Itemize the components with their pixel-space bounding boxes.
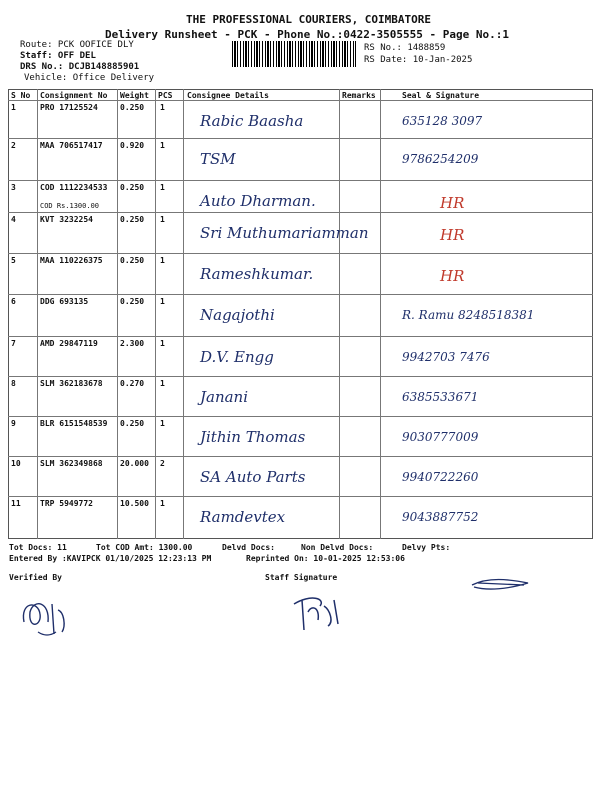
row-pcs: 1 (160, 256, 165, 265)
col-sno: S No (11, 91, 31, 100)
row-consignee: Rameshkumar. (200, 265, 314, 283)
row-seal: 9043887752 (402, 510, 479, 524)
row-sno: 5 (11, 256, 16, 265)
row-pcs: 2 (160, 459, 165, 468)
row-divider (8, 294, 593, 295)
row-sno: 9 (11, 419, 16, 428)
col-consignment: Consignment No (40, 91, 108, 100)
signature-icon (18, 592, 78, 640)
row-weight: 0.250 (120, 256, 145, 265)
signature-icon (290, 590, 350, 634)
tot-cod: Tot COD Amt: 1300.00 (96, 543, 193, 552)
row-seal: 9786254209 (402, 152, 479, 166)
row-divider (8, 376, 593, 377)
row-consignment: AMD 29847119 (40, 339, 98, 348)
row-pcs: 1 (160, 499, 165, 508)
row-seal: 9030777009 (402, 430, 479, 444)
row-sno: 8 (11, 379, 16, 388)
col-remarks: Remarks (342, 91, 376, 100)
row-divider (8, 253, 593, 254)
row-divider (8, 416, 593, 417)
row-consignee: Sri Muthumariamman (200, 224, 369, 242)
tot-docs: Tot Docs: 11 (9, 543, 67, 552)
row-sno: 7 (11, 339, 16, 348)
rs-number: RS No.: 1488859 (364, 43, 446, 53)
staff: Staff: OFF DEL (20, 51, 96, 61)
col-pcs: PCS (158, 91, 173, 100)
signature-icon (468, 575, 538, 595)
row-divider (8, 212, 593, 213)
row-sno: 3 (11, 183, 16, 192)
row-consignee: Jithin Thomas (200, 428, 306, 446)
row-divider (8, 138, 593, 139)
row-divider (8, 496, 593, 497)
row-weight: 0.250 (120, 183, 145, 192)
col-weight: Weight (120, 91, 149, 100)
row-seal: 635128 3097 (402, 114, 483, 128)
row-pcs: 1 (160, 183, 165, 192)
row-weight: 0.270 (120, 379, 145, 388)
verified-by: Verified By (9, 573, 62, 582)
row-consignee: Nagajothi (200, 306, 275, 324)
row-divider (8, 456, 593, 457)
staff-signature-label: Staff Signature (265, 573, 338, 582)
row-consignment: BLR 6151548539 (40, 419, 108, 428)
row-consignment: COD 1112234533 (40, 183, 108, 192)
row-cod: COD Rs.1300.00 (40, 202, 100, 210)
row-sno: 2 (11, 141, 16, 150)
company-name: THE PROFESSIONAL COURIERS, COIMBATORE (186, 13, 432, 26)
row-seal: HR (440, 226, 465, 244)
row-consignee: D.V. Engg (200, 348, 274, 366)
row-consignment: DDG 693135 (40, 297, 89, 306)
row-pcs: 1 (160, 141, 165, 150)
delvy-pts: Delvy Pts: (402, 543, 451, 552)
row-consignment: MAA 706517417 (40, 141, 103, 150)
row-seal: R. Ramu 8248518381 (402, 308, 535, 322)
row-seal: HR (440, 267, 465, 285)
row-consignee: Ramdevtex (200, 508, 286, 526)
row-pcs: 1 (160, 419, 165, 428)
row-sno: 6 (11, 297, 16, 306)
row-pcs: 1 (160, 339, 165, 348)
row-consignment: SLM 362349868 (40, 459, 103, 468)
non-delvd-docs: Non Delvd Docs: (301, 543, 374, 552)
row-weight: 10.500 (120, 499, 149, 508)
row-seal: HR (440, 194, 465, 212)
row-sno: 4 (11, 215, 16, 224)
runsheet-title: Delivery Runsheet - PCK - Phone No.:0422-3505555 - Page No.:1 (105, 28, 509, 41)
row-weight: 20.000 (120, 459, 149, 468)
row-sno: 1 (11, 103, 16, 112)
row-consignee: Janani (200, 388, 249, 406)
row-pcs: 1 (160, 215, 165, 224)
row-sno: 10 (11, 459, 21, 468)
row-weight: 2.300 (120, 339, 145, 348)
rs-date: RS Date: 10-Jan-2025 (364, 55, 473, 65)
col-consignee: Consignee Details (187, 91, 269, 100)
row-divider (8, 336, 593, 337)
col-seal: Seal & Signature (402, 91, 480, 100)
vehicle: Vehicle: Office Delivery (24, 73, 155, 83)
row-pcs: 1 (160, 379, 165, 388)
drs-number: DRS No.: DCJB148885901 (20, 62, 140, 72)
reprinted-on: Reprinted On: 10-01-2025 12:53:06 (246, 554, 405, 563)
row-divider (8, 180, 593, 181)
row-weight: 0.250 (120, 419, 145, 428)
barcode-icon (232, 41, 356, 67)
row-consignee: Auto Dharman. (200, 192, 316, 210)
row-pcs: 1 (160, 103, 165, 112)
row-consignment: KVT 3232254 (40, 215, 93, 224)
row-consignment: SLM 362183678 (40, 379, 103, 388)
row-consignee: Rabic Baasha (200, 112, 304, 130)
delvd-docs: Delvd Docs: (222, 543, 275, 552)
row-consignee: TSM (200, 150, 236, 168)
row-seal: 9940722260 (402, 470, 479, 484)
row-seal: 6385533671 (402, 390, 479, 404)
row-consignment: TRP 5949772 (40, 499, 93, 508)
route: Route: PCK OOFICE DLY (20, 40, 134, 50)
row-weight: 0.250 (120, 297, 145, 306)
row-weight: 0.920 (120, 141, 145, 150)
row-seal: 9942703 7476 (402, 350, 490, 364)
entered-by: Entered By :KAVIPCK 01/10/2025 12:23:13 PM (9, 554, 212, 563)
row-sno: 11 (11, 499, 21, 508)
row-pcs: 1 (160, 297, 165, 306)
row-consignment: PRO 17125524 (40, 103, 98, 112)
row-consignee: SA Auto Parts (200, 468, 306, 486)
row-weight: 0.250 (120, 215, 145, 224)
row-weight: 0.250 (120, 103, 145, 112)
row-consignment: MAA 110226375 (40, 256, 103, 265)
